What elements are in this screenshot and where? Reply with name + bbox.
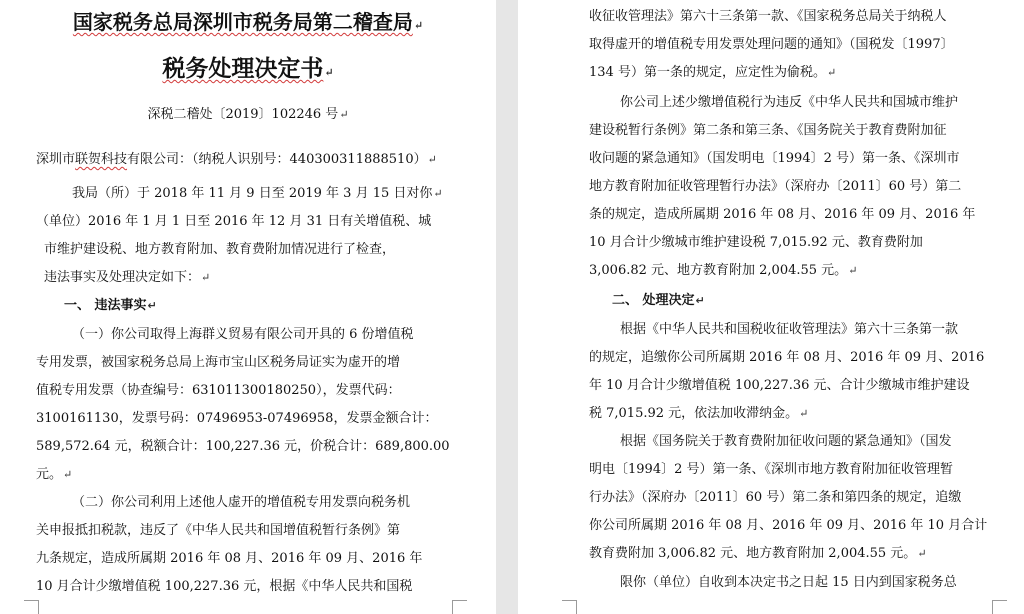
text-line-content: 3,006.82 元、地方教育附加 2,004.55 元。	[589, 263, 848, 278]
text-line	[36, 579, 412, 595]
text-line	[589, 151, 960, 167]
text-line-content: 限你（单位）自收到本决定书之日起 15 日内到国家税务总	[620, 575, 957, 590]
text-line-content: 589,572.64 元，税额合计：100,227.36 元，价税合计：689,800.00	[36, 439, 450, 454]
document-page-right[interactable]	[518, 0, 1024, 614]
text-line-content: 10 月合计少缴增值税 100,227.36 元，根据《中华人民共和国税	[36, 579, 413, 594]
text-line	[589, 9, 947, 25]
paragraph-mark-icon: ↵	[427, 153, 437, 166]
text-line	[589, 235, 923, 251]
text-line-content: 关申报抵扣税款，违反了《中华人民共和国增值税暂行条例》第	[36, 523, 401, 538]
text-line-content: 教育费附加 3,006.82 元、地方教育附加 2,004.55 元。	[589, 546, 917, 561]
text-line-content: 一、 违法事实	[64, 298, 147, 313]
text-line	[589, 207, 975, 223]
text-line	[44, 242, 395, 258]
text-line	[620, 322, 958, 338]
text-line	[589, 179, 961, 195]
text-line-content: 3100161130，发票号码：07496953-07496958，发票金额合计：	[36, 411, 438, 426]
text-line-content: 二、 处理决定	[612, 293, 695, 308]
page-corner-mark	[452, 600, 467, 614]
text-line-content: 行办法》（深府办〔2011〕60 号）第二条和第四条的规定，追缴	[589, 490, 962, 505]
text-line	[589, 378, 970, 394]
paragraph-mark-icon: ↵	[799, 407, 809, 420]
text-line-content: 的规定，追缴你公司所属期 2016 年 08 月、2016 年 09 月、2016	[589, 350, 985, 365]
text-line	[620, 434, 952, 450]
text-line-content: 元。	[36, 467, 63, 482]
text-line-content: 收问题的紧急通知》（国发明电〔1994〕2 号）第一条、《深圳市	[589, 151, 960, 166]
paragraph-mark-icon: ↵	[324, 66, 334, 79]
text-line-content: 134 号）第一条的规定，应定性为偷税。	[589, 65, 826, 80]
text-line-content: 专用发票，被国家税务总局上海市宝山区税务局证实为虚开的增	[36, 355, 401, 370]
company-name: 联贺科技	[75, 152, 128, 167]
text-line-content: （二）你公司利用上述他人虚开的增值税专用发票向税务机	[72, 495, 411, 510]
text-line	[44, 270, 210, 286]
text-line-content: 我局（所）于 2018 年 11 月 9 日至 2019 年 3 月 15 日对你	[72, 186, 433, 201]
text-line	[36, 467, 72, 483]
text-line	[589, 65, 836, 81]
addressee-line: 深圳市联贺科技有限公司：（纳税人识别号：440300311888510）↵	[36, 152, 437, 167]
text-line-content: 条的规定，造成所属期 2016 年 08 月、2016 年 09 月、2016 年	[589, 207, 976, 222]
paragraph-mark-icon: ↵	[63, 468, 73, 481]
text-line-content: 市维护建设税、地方教育附加、教育费附加情况进行了检查，	[44, 242, 396, 257]
text-line-content: 建设税暂行条例》第二条和第三条、《国务院关于教育费附加征	[589, 123, 947, 138]
text-line	[589, 37, 954, 53]
text-line-content: （单位）2016 年 1 月 1 日至 2016 年 12 月 31 日有关增值税、城	[36, 214, 432, 229]
text-line	[36, 214, 431, 230]
paragraph-mark-icon: ↵	[848, 264, 858, 277]
paragraph-mark-icon: ↵	[339, 108, 349, 121]
text-line	[36, 551, 422, 567]
text-line	[36, 355, 400, 371]
text-line	[589, 518, 987, 534]
text-line-content: 你公司上述少缴增值税行为违反《中华人民共和国城市维护	[620, 95, 959, 110]
text-line	[620, 95, 958, 111]
text-line	[72, 186, 443, 202]
text-line	[589, 462, 953, 478]
paragraph-mark-icon: ↵	[433, 187, 443, 200]
text-line	[589, 350, 984, 366]
paragraph-mark-icon: ↵	[826, 66, 837, 79]
text-line-content: 值税专用发票（协查编号：631011300180250），发票代码：	[36, 383, 401, 398]
text-line	[589, 123, 947, 139]
text-line-content: 地方教育附加征收管理暂行办法》（深府办〔2011〕60 号）第二	[589, 179, 962, 194]
text-line-content: 收征收管理法》第六十三条第一款、《国家税务总局关于纳税人	[589, 9, 947, 24]
text-line	[589, 490, 961, 506]
document-number: 深税二稽处〔2019〕102246 号↵	[147, 107, 349, 122]
page-corner-mark	[562, 600, 577, 614]
text-line	[620, 575, 957, 591]
text-line-content: 九条规定，造成所属期 2016 年 08 月、2016 年 09 月、2016 年	[36, 551, 423, 566]
text-line-content: 违法事实及处理决定如下：	[44, 270, 201, 285]
text-line-content: 明电〔1994〕2 号）第一条、《深圳市地方教育附加征收管理暂	[589, 462, 953, 477]
paragraph-mark-icon: ↵	[147, 299, 157, 312]
text-line	[36, 523, 400, 539]
text-line-content: （一）你公司取得上海群义贸易有限公司开具的 6 份增值税	[72, 327, 414, 342]
text-line	[36, 383, 401, 399]
document-page-left[interactable]	[0, 0, 496, 614]
text-line	[589, 406, 808, 422]
text-line	[589, 546, 927, 562]
text-line-content: 根据《中华人民共和国税收征收管理法》第六十三条第一款	[620, 322, 959, 337]
paragraph-mark-icon: ↵	[917, 547, 927, 560]
text-line-content: 根据《国务院关于教育费附加征收问题的紧急通知》（国发	[620, 434, 952, 449]
text-line	[589, 263, 857, 279]
section-heading	[612, 293, 705, 309]
page-corner-mark	[992, 600, 1007, 614]
text-line-content: 年 10 月合计少缴增值税 100,227.36 元、合计少缴城市维护建设	[589, 378, 970, 393]
section-heading	[64, 298, 157, 314]
paragraph-mark-icon: ↵	[695, 294, 705, 307]
text-line	[36, 439, 450, 455]
paragraph-mark-icon: ↵	[201, 271, 211, 284]
text-line	[72, 327, 414, 343]
paragraph-mark-icon: ↵	[413, 19, 424, 32]
page-corner-mark	[24, 600, 39, 614]
text-line-content: 取得虚开的增值税专用发票处理问题的通知》（国税发〔1997〕	[589, 37, 954, 52]
text-line-content: 你公司所属期 2016 年 08 月、2016 年 09 月、2016 年 10 月合计	[589, 518, 988, 533]
text-line	[36, 411, 437, 427]
text-line-content: 10 月合计少缴城市维护建设税 7,015.92 元、教育费附加	[589, 235, 923, 250]
text-line	[72, 495, 410, 511]
text-line-content: 税 7,015.92 元，依法加收滞纳金。	[589, 406, 799, 421]
document-title-authority: 国家税务总局深圳市税务局第二稽查局↵	[72, 10, 424, 34]
document-title: 税务处理决定书↵	[162, 55, 334, 82]
